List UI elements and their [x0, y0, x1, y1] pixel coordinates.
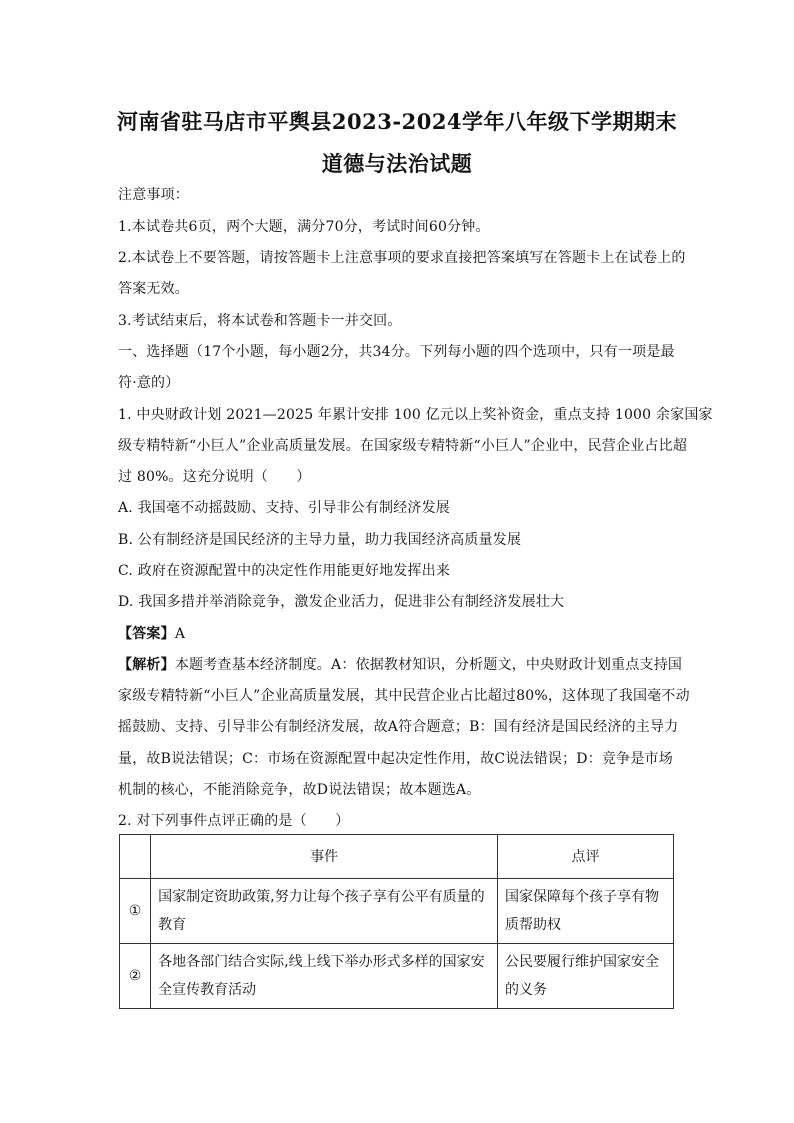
cell-line: 公民要履行维护国家安全 [505, 954, 660, 970]
table-header-cell [120, 835, 151, 879]
section-heading: 符·意的） [118, 375, 180, 391]
cell-line: 的义务 [505, 982, 548, 998]
cell-line: 国家保障每个孩子享有物 [505, 889, 660, 905]
analysis-text: 家级专精特新“小巨人”企业高质量发展，其中民营企业占比超过80%，这体现了我国毫不动 [118, 688, 690, 704]
answer-label: 【答案】 [118, 626, 175, 642]
option-a: A. 我国毫不动摇鼓励、支持、引导非公有制经济发展 [118, 500, 451, 516]
table-header-cell: 点评 [498, 835, 674, 879]
notes-heading: 注意事项： [118, 187, 189, 203]
comment-cell [498, 944, 674, 1009]
cell-line: 全宣传教育活动 [158, 982, 257, 998]
cell-line: 各地各部门结合实际,线上线下举办形式多样的国家安 [158, 954, 485, 970]
analysis-label: 【解析】 [118, 657, 175, 673]
question-stem: 过 80%。这充分说明（ ） [118, 469, 311, 485]
comment-cell [498, 879, 674, 944]
exam-title-line2: 道德与法治试题 [321, 151, 473, 176]
note-line: 2.本试卷上不要答题，请按答题卡上注意事项的要求直接把答案填写在答题卡上在试卷上的 [118, 250, 686, 266]
analysis-text: 量，故B说法错误；C：市场在资源配置中起决定性作用，故C说法错误；D：竞争是市场 [118, 751, 673, 767]
option-b: B. 公有制经济是国民经济的主导力量，助力我国经济高质量发展 [118, 532, 522, 548]
question-stem: 1. 中央财政计划 2021—2025 年累计安排 100 亿元以上奖补资金，重点支持 1000 余家国家 [118, 407, 713, 423]
row-number: ① [120, 879, 151, 944]
answer-value: A [174, 626, 186, 642]
analysis-text: 本题考查基本经济制度。A：依据教材知识，分析题文，中央财政计划重点支持国 [174, 657, 683, 673]
events-table [119, 834, 674, 1009]
cell-line: 教育 [158, 917, 187, 933]
analysis-text: 摇鼓励、支持、引导非公有制经济发展，故A符合题意；B：国有经济是国民经济的主导力 [118, 719, 679, 735]
cell-line: 质帮助权 [505, 917, 562, 933]
answer-line [118, 624, 678, 644]
event-cell [151, 879, 498, 944]
table-row [120, 879, 674, 944]
table-row [120, 944, 674, 1009]
table-header-cell: 事件 [151, 835, 498, 879]
exam-title-line1: 河南省驻马店市平舆县2023-2024学年八年级下学期期末 [116, 109, 678, 134]
event-cell [151, 944, 498, 1009]
cell-line: 国家制定资助政策,努力让每个孩子享有公平有质量的 [158, 889, 485, 905]
row-number: ② [120, 944, 151, 1009]
option-d: D. 我国多措并举消除竞争，激发企业活力，促进非公有制经济发展壮大 [118, 594, 565, 610]
note-line: 3.考试结束后，将本试卷和答题卡一并交回。 [118, 313, 402, 329]
table-header-row [120, 835, 674, 879]
note-line: 答案无效。 [118, 281, 189, 297]
analysis-line [118, 655, 683, 675]
question-stem: 2. 对下列事件点评正确的是（ ） [118, 813, 350, 829]
section-heading: 一、选择题（17个小题，每小题2分，共34分。下列每小题的四个选项中，只有一项是最 [118, 344, 675, 360]
analysis-text: 机制的核心，不能消除竞争，故D说法错误；故本题选A。 [118, 782, 481, 798]
question-stem: 级专精特新“小巨人”企业高质量发展。在国家级专精特新“小巨人”企业中，民营企业占比超 [118, 438, 688, 454]
note-line: 1.本试卷共6页，两个大题，满分70分，考试时间60分钟。 [118, 219, 490, 235]
option-c: C. 政府在资源配置中的决定性作用能更好地发挥出来 [118, 563, 451, 579]
